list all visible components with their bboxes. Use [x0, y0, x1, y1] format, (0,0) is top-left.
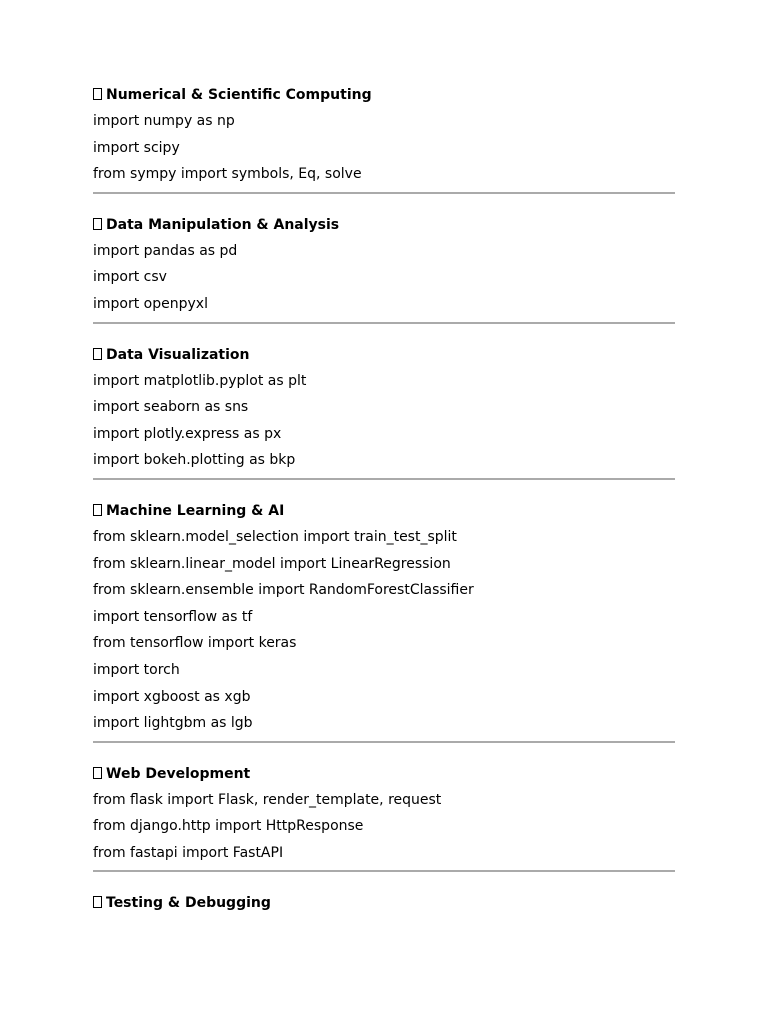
section-web-development — [93, 765, 675, 863]
section-data-manipulation — [93, 216, 675, 314]
code-line: import matplotlib.pyplot as plt — [93, 372, 307, 389]
section-heading-text: Testing & Debugging — [106, 895, 271, 912]
code-line: import plotly.express as px — [93, 425, 282, 442]
section-heading-text: Machine Learning & AI — [106, 502, 285, 519]
code-line: import numpy as np — [93, 113, 235, 129]
section-heading — [93, 346, 675, 365]
code-line: from fastapi import FastAPI — [93, 844, 284, 861]
section-data-visualization — [93, 346, 675, 471]
code-line: import torch — [93, 661, 180, 678]
section-heading — [93, 216, 675, 235]
code-line: import lightgbm as lgb — [93, 715, 253, 732]
section-heading-text: Web Development — [106, 765, 251, 782]
code-line: from django.http import HttpResponse — [93, 818, 364, 835]
section-heading-text: Data Manipulation & Analysis — [106, 216, 340, 233]
section-heading — [93, 502, 675, 521]
code-line: import tensorflow as tf — [93, 608, 253, 625]
section-divider — [93, 322, 675, 324]
section-divider — [93, 870, 675, 872]
section-divider — [93, 192, 675, 194]
section-divider — [93, 741, 675, 743]
section-heading-text: Numerical & Scientific Computing — [106, 87, 372, 103]
document-body — [93, 86, 675, 920]
code-line: import seaborn as sns — [93, 399, 249, 416]
missing-glyph-icon — [93, 767, 102, 779]
code-line: import xgboost as xgb — [93, 688, 251, 705]
section-divider — [93, 478, 675, 480]
missing-glyph-icon — [93, 504, 102, 516]
section-machine-learning — [93, 502, 675, 733]
code-line: import openpyxl — [93, 295, 208, 312]
section-heading — [93, 86, 675, 105]
section-heading — [93, 765, 675, 784]
code-line: import bokeh.plotting as bkp — [93, 452, 296, 469]
missing-glyph-icon — [93, 88, 102, 100]
missing-glyph-icon — [93, 896, 102, 908]
section-testing-debugging — [93, 894, 675, 913]
code-line: from sklearn.model_selection import train_test_split — [93, 528, 457, 545]
code-line: import scipy — [93, 139, 180, 156]
code-line: from flask import Flask, render_template, request — [93, 791, 442, 808]
code-line: from sympy import symbols, Eq, solve — [93, 166, 362, 183]
section-numerical-computing — [93, 86, 675, 184]
code-line: import pandas as pd — [93, 242, 238, 259]
missing-glyph-icon — [93, 348, 102, 360]
section-heading-text: Data Visualization — [106, 346, 250, 363]
code-line: from sklearn.linear_model import LinearRegression — [93, 555, 451, 572]
code-line: from tensorflow import keras — [93, 635, 297, 652]
missing-glyph-icon — [93, 218, 102, 230]
code-line: import csv — [93, 269, 167, 286]
code-line: from sklearn.ensemble import RandomForestClassifier — [93, 582, 474, 599]
section-heading — [93, 894, 675, 913]
